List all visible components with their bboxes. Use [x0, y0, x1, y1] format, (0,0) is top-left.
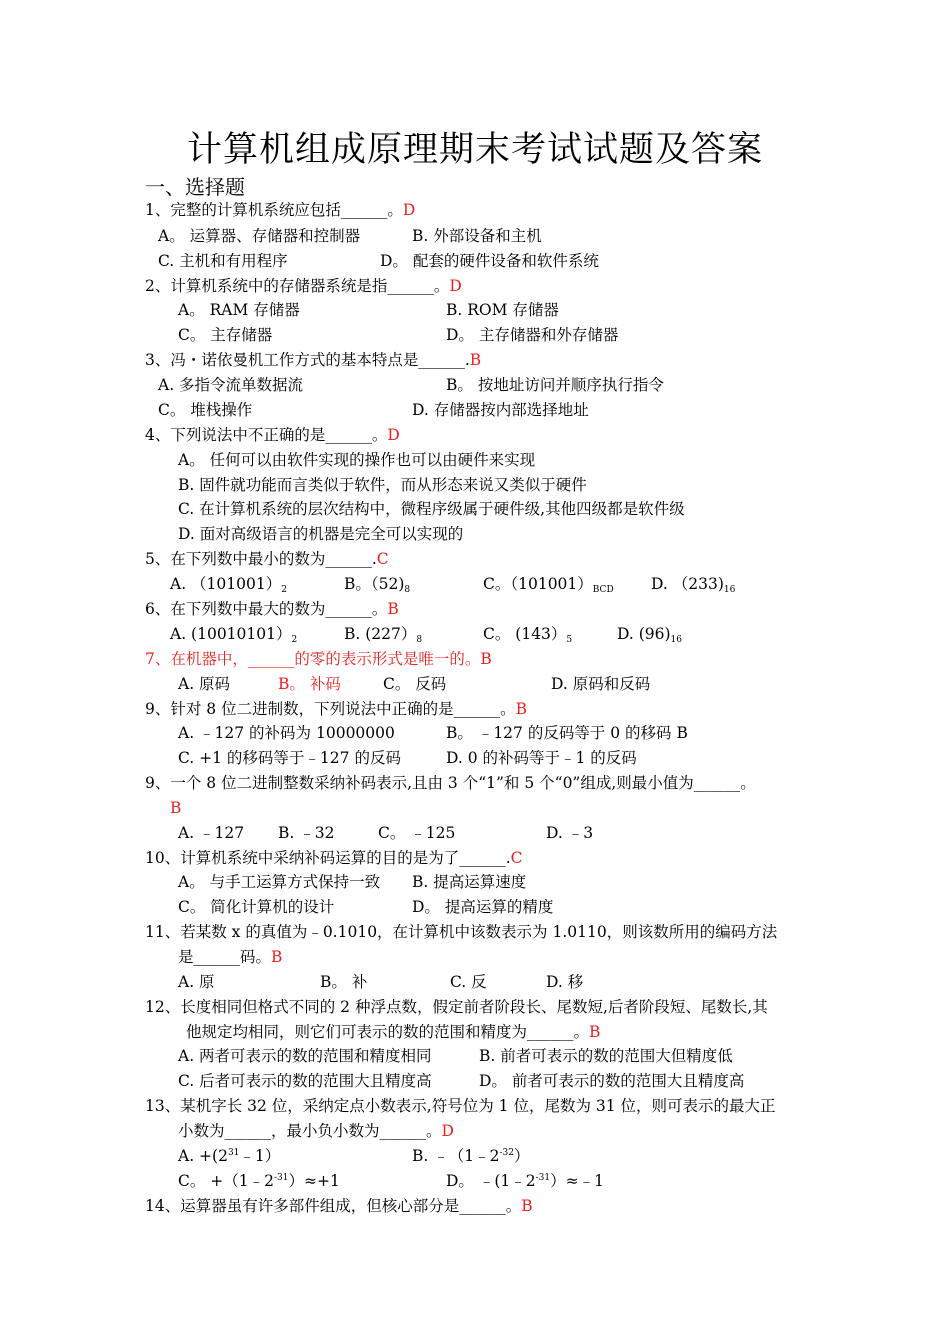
option-text: C。 (143） — [483, 625, 567, 643]
q3-option-b: B。 按地址访问并顺序执行指令 — [446, 376, 664, 394]
question-12-stem: 12、长度相同但格式不同的 2 种浮点数，假定前者阶段长、尾数短,后者阶段短、尾数长,其 — [145, 998, 768, 1016]
q6-option-b — [344, 624, 422, 644]
question-4-stem — [145, 425, 400, 445]
answer-key: B — [387, 600, 399, 618]
q1-option-c: C. 主机和有用程序 — [158, 252, 288, 270]
q4-option-a: A。 任何可以由软件实现的操作也可以由硬件来实现 — [178, 451, 536, 469]
q13-option-c — [178, 1171, 340, 1191]
q9-option-a: A. ﹣127 — [178, 824, 245, 842]
section-heading: 一、选择题 — [145, 175, 245, 199]
question-text: 5、在下列数中最小的数为______. — [145, 550, 377, 568]
question-6-stem — [145, 599, 399, 619]
q10-option-d: D。 提高运算的精度 — [412, 898, 554, 916]
option-text: ）≈﹣1 — [550, 1172, 604, 1190]
q4-option-d: D. 面对高级语言的机器是完全可以实现的 — [178, 525, 464, 543]
answer-key: D — [402, 201, 416, 219]
question-13-stem: 13、某机字长 32 位，采纳定点小数表示,符号位为 1 位，尾数为 31 位，则可表示的最大正 — [145, 1097, 776, 1115]
q6-option-c — [483, 624, 572, 644]
base-subscript: 8 — [416, 635, 423, 645]
base-subscript: 16 — [723, 585, 736, 595]
question-14-stem — [145, 1196, 533, 1216]
exponent: -31 — [274, 1173, 289, 1183]
question-text: 他规定均相同，则它们可表示的数的范围和精度为______。 — [186, 1023, 590, 1041]
question-text: 10、计算机系统中采纳补码运算的目的是为了______. — [145, 849, 511, 867]
option-text: D。 ﹣(1﹣2 — [446, 1172, 536, 1190]
q12-option-d: D。 前者可表示的数的范围大且精度高 — [479, 1072, 745, 1090]
q5-option-c — [483, 574, 614, 594]
answer-key: B — [469, 351, 482, 369]
answer-key: D — [449, 277, 462, 295]
answer-key: B — [170, 799, 182, 817]
answer-key: B — [515, 700, 527, 718]
option-text: ）≈+1 — [288, 1172, 340, 1190]
question-text: 1、完整的计算机系统应包括______。 — [145, 201, 403, 219]
q11-option-c: C. 反 — [450, 973, 487, 991]
q9-option-b: B. ﹣32 — [278, 824, 335, 842]
option-text: D. (96) — [617, 625, 671, 643]
question-5-stem — [145, 549, 389, 569]
answer-key: D — [441, 1122, 454, 1140]
question-2-stem — [145, 276, 462, 296]
q3-option-a: A. 多指令流单数据流 — [158, 376, 304, 394]
q2-option-c: C。 主存储器 — [178, 326, 273, 344]
q4-option-c: C. 在计算机系统的层次结构中，微程序级属于硬件级,其他四级都是软件级 — [178, 500, 685, 518]
q8-option-d: D. 0 的补码等于﹣1 的反码 — [446, 749, 637, 767]
q5-option-d — [651, 574, 735, 594]
q8-option-a: A. ﹣127 的补码为 10000000 — [178, 724, 395, 742]
option-text: A. （101001） — [170, 575, 282, 593]
option-text: D. （233) — [651, 575, 724, 593]
document-title: 计算机组成原理期末考试试题及答案 — [186, 130, 763, 170]
q7-option-c: C。 反码 — [383, 675, 447, 693]
q12-option-a: A. 两者可表示的数的范围和精度相同 — [178, 1047, 432, 1065]
answer-key: B — [589, 1023, 601, 1041]
q1-option-b: B. 外部设备和主机 — [412, 227, 542, 245]
question-12-stem-cont — [186, 1022, 600, 1042]
question-text: 7、在机器中，______的零的表示形式是唯一的。 — [145, 650, 481, 668]
question-text: 14、运算器虽有许多部件组成，但核心部分是______。 — [145, 1197, 522, 1215]
answer-key: C — [510, 849, 523, 867]
q13-option-b — [412, 1146, 529, 1166]
question-text: 9、针对 8 位二进制数，下列说法中正确的是______。 — [145, 700, 516, 718]
answer-key: C — [376, 550, 389, 568]
q8-option-c: C. +1 的移码等于﹣127 的反码 — [178, 749, 401, 767]
q7-option-a: A. 原码 — [178, 675, 231, 693]
option-text: A. (10010101） — [170, 625, 292, 643]
q7-option-b: B。 补码 — [278, 675, 341, 693]
q2-option-b: B. ROM 存储器 — [446, 301, 559, 319]
q3-option-d: D. 存储器按内部选择地址 — [412, 401, 589, 419]
q9-option-c: C。 ﹣125 — [378, 824, 456, 842]
q10-option-a: A。 与手工运算方式保持一致 — [178, 873, 381, 891]
q11-option-d: D. 移 — [546, 973, 584, 991]
question-text: 6、在下列数中最大的数为______。 — [145, 600, 388, 618]
q2-option-a: A。 RAM 存储器 — [178, 301, 300, 319]
question-text: 4、下列说法中不正确的是______。 — [145, 426, 388, 444]
question-11-stem: 11、若某数 x 的真值为﹣0.1010，在计算机中该数表示为 1.0110，则该数所用的编码方法 — [145, 923, 778, 941]
question-text: 3、冯・诺依曼机工作方式的基本特点是______. — [145, 351, 470, 369]
option-text: B。（52) — [344, 575, 405, 593]
option-text: ﹣1） — [239, 1147, 281, 1165]
base-subscript: 8 — [404, 585, 411, 595]
answer-key: B — [480, 650, 492, 668]
exponent: -32 — [499, 1148, 514, 1158]
q11-option-b: B。 补 — [320, 973, 368, 991]
q1-option-a: A。 运算器、存储器和控制器 — [158, 227, 361, 245]
q2-option-d: D。 主存储器和外存储器 — [446, 326, 619, 344]
q11-option-a: A. 原 — [178, 973, 215, 991]
q6-option-d — [617, 624, 682, 644]
q5-option-b — [344, 574, 410, 594]
question-10-stem — [145, 848, 523, 868]
option-text: A. +(2 — [178, 1147, 228, 1165]
option-text: C。（101001） — [483, 575, 593, 593]
q9-option-d: D. ﹣3 — [546, 824, 594, 842]
question-3-stem — [145, 350, 481, 370]
question-text: 是______码。 — [178, 948, 272, 966]
q12-option-b: B. 前者可表示的数的范围大但精度低 — [479, 1047, 733, 1065]
exponent: 31 — [227, 1148, 240, 1158]
question-1-stem — [145, 200, 415, 220]
option-text: C。 +（1﹣2 — [178, 1172, 274, 1190]
base-subscript: 16 — [670, 635, 682, 645]
q10-option-b: B. 提高运算速度 — [412, 873, 527, 891]
q13-option-d — [446, 1171, 604, 1191]
option-text: B. ﹣（1﹣2 — [412, 1147, 500, 1165]
q13-option-a — [178, 1146, 280, 1166]
q6-option-a — [170, 624, 297, 644]
base-subscript: BCD — [592, 585, 614, 595]
option-text: ） — [513, 1147, 530, 1165]
q5-option-a — [170, 574, 287, 594]
question-text: 2、计算机系统中的存储器系统是指______。 — [145, 277, 450, 295]
q4-option-b: B. 固件就功能而言类似于软件，而从形态来说又类似于硬件 — [178, 476, 587, 494]
question-9-stem: 9、一个 8 位二进制整数采纳补码表示,且由 3 个“1”和 5 个“0”组成,则最小值为______。 — [145, 774, 756, 792]
option-text: B. (227） — [344, 625, 417, 643]
base-subscript: 5 — [566, 635, 573, 645]
q8-option-b: B。 ﹣127 的反码等于 0 的移码 B — [446, 724, 688, 742]
q1-option-d: D。 配套的硬件设备和软件系统 — [380, 252, 599, 270]
question-7-stem — [145, 649, 492, 669]
question-text: 小数为______，最小负小数为______。 — [178, 1122, 442, 1140]
question-8-stem — [145, 699, 527, 719]
base-subscript: 2 — [281, 585, 287, 595]
exponent: -31 — [535, 1173, 551, 1183]
answer-key: B — [521, 1197, 533, 1215]
q10-option-c: C。 简化计算机的设计 — [178, 898, 335, 916]
base-subscript: 2 — [291, 635, 298, 645]
question-13-stem-cont — [178, 1121, 454, 1141]
q7-option-d: D. 原码和反码 — [551, 675, 651, 693]
answer-key: D — [387, 426, 400, 444]
question-11-stem-cont — [178, 947, 282, 967]
q3-option-c: C。 堆栈操作 — [158, 401, 253, 419]
answer-key: B — [271, 948, 283, 966]
q12-option-c: C. 后者可表示的数的范围大且精度高 — [178, 1072, 432, 1090]
